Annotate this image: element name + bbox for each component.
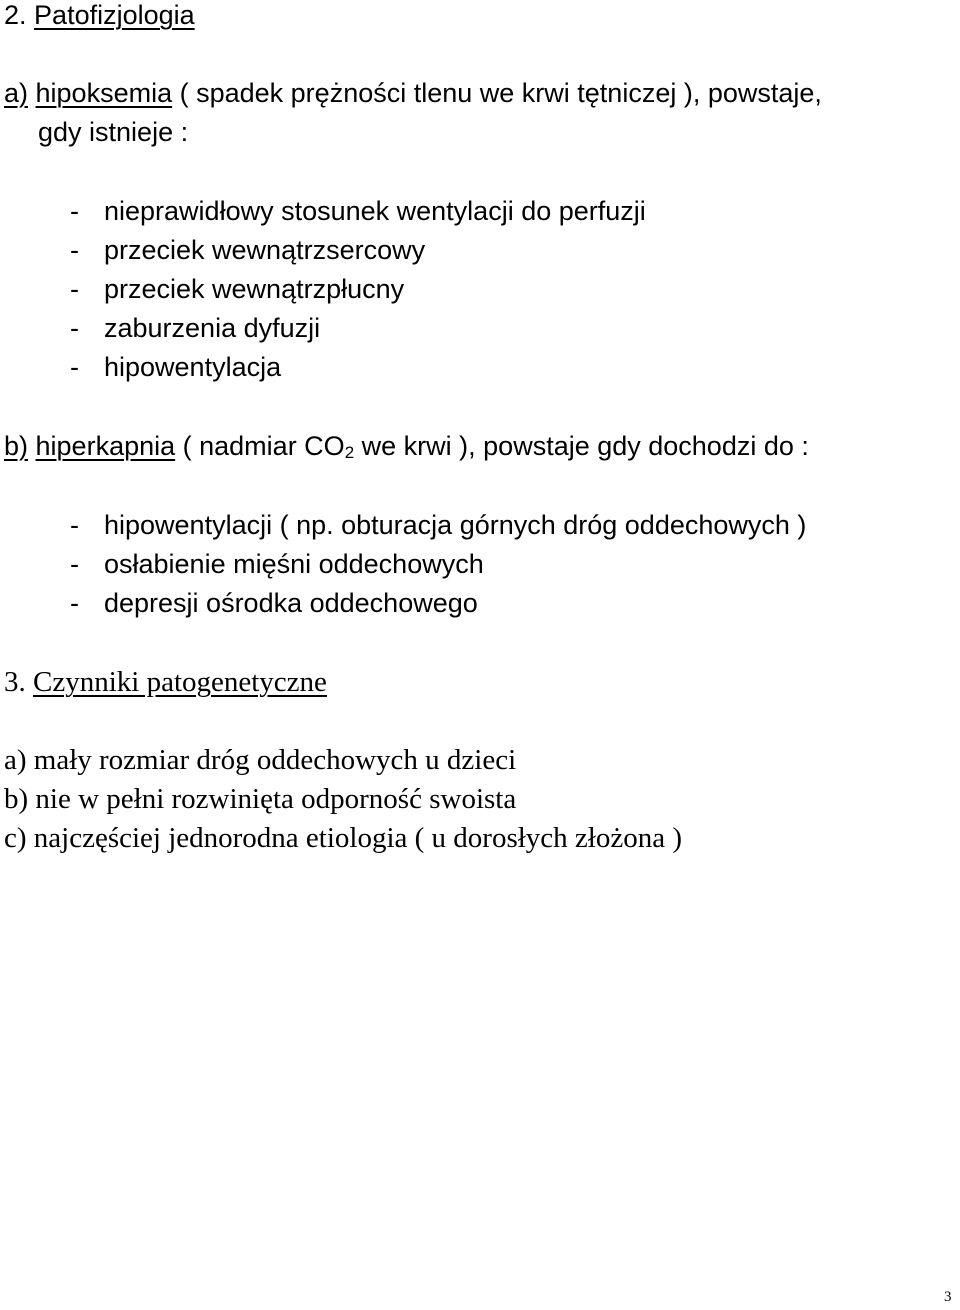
list-dash: -	[70, 313, 79, 343]
list-item-text: nieprawidłowy stosunek wentylacji do perfuzji	[104, 196, 646, 226]
list-item-text: hipowentylacji ( np. obturacja górnych dróg oddechowych )	[104, 510, 807, 540]
co2-subscript: 2	[344, 443, 355, 462]
item-b-marker: b)	[4, 431, 29, 461]
factor-item-c: c) najczęściej jednorodna etiologia ( u dorosłych złożona )	[4, 822, 683, 854]
item-a-line-1	[4, 80, 822, 107]
item-a-line-2: gdy istnieje :	[38, 117, 189, 147]
list-dash: -	[70, 588, 79, 618]
list-item-text: przeciek wewnątrzpłucny	[104, 274, 405, 304]
item-a-marker: a)	[4, 78, 29, 108]
list-dash: -	[70, 549, 79, 579]
factor-item-b: b) nie w pełni rozwinięta odporność swoista	[4, 783, 517, 815]
list-dash: -	[70, 196, 79, 226]
item-b-description-post: we krwi ), powstaje gdy dochodzi do :	[354, 431, 809, 461]
list-item-text: depresji ośrodka oddechowego	[104, 588, 478, 618]
factor-item-a: a) mały rozmiar dróg oddechowych u dzieci	[4, 744, 517, 776]
item-a-term: hipoksemia	[35, 78, 173, 108]
section-3-number: 3.	[4, 666, 26, 698]
item-a-description: ( spadek prężności tlenu we krwi tętniczej ), powstaje,	[172, 78, 822, 108]
list-item-text: zaburzenia dyfuzji	[104, 313, 321, 343]
list-dash: -	[70, 352, 79, 382]
page-number: 3	[944, 1289, 952, 1305]
list-item-text: przeciek wewnątrzsercowy	[104, 235, 426, 265]
section-2-title: Patofizjologia	[34, 0, 195, 30]
section-2-number: 2.	[4, 0, 27, 30]
list-item-text: hipowentylacja	[104, 352, 282, 382]
item-b-line	[4, 433, 809, 460]
section-3-heading	[4, 668, 327, 697]
list-item-text: osłabienie mięśni oddechowych	[104, 549, 484, 579]
section-3-title: Czynniki patogenetyczne	[33, 666, 327, 698]
list-dash: -	[70, 274, 79, 304]
section-2-heading	[4, 2, 195, 29]
list-dash: -	[70, 235, 79, 265]
item-b-term: hiperkapnia	[35, 431, 176, 461]
list-dash: -	[70, 510, 79, 540]
item-b-description-pre: ( nadmiar CO	[175, 431, 345, 461]
